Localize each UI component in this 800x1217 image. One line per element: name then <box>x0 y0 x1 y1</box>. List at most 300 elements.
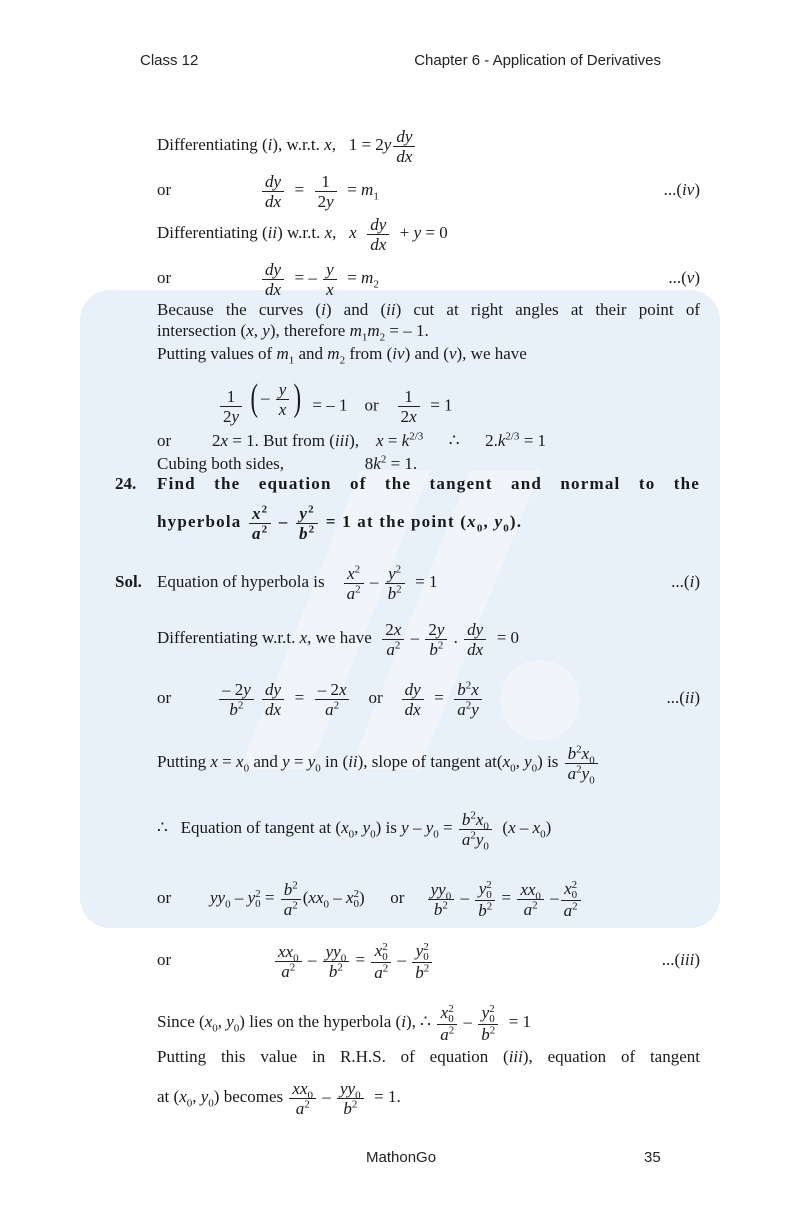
math-var: x <box>251 503 262 523</box>
subscript: 1 <box>361 331 368 344</box>
math-var: y <box>471 699 479 719</box>
math-var: y <box>243 679 251 699</box>
math-var: dy <box>265 259 282 279</box>
footer-brand: MathonGo <box>366 1149 437 1166</box>
subscript: 2 <box>339 354 346 367</box>
superscript: 2 <box>261 502 269 515</box>
math-var: a <box>461 829 471 849</box>
numerator <box>337 1079 364 1099</box>
denominator <box>275 962 302 981</box>
text: 2 <box>212 431 221 450</box>
math-var: a <box>283 899 293 919</box>
fraction <box>385 564 405 603</box>
subscript: 0 <box>489 1012 495 1025</box>
denominator <box>459 828 492 852</box>
math-var: ii <box>386 300 396 319</box>
math-var: y <box>200 1087 209 1106</box>
math-var: x <box>374 940 383 960</box>
math-var: x <box>581 743 590 763</box>
subscript: 2 <box>373 278 379 291</box>
text: = – 1. <box>385 321 429 340</box>
text: ) <box>545 818 552 837</box>
text: – <box>545 888 559 907</box>
math-var: x <box>508 818 516 837</box>
math-var: b <box>283 879 293 899</box>
superscript: 2 <box>292 898 298 911</box>
text: – <box>393 950 411 969</box>
text: ...( <box>666 688 685 707</box>
text: ...( <box>663 180 683 199</box>
fraction <box>344 564 364 603</box>
text: , <box>253 321 263 340</box>
sub-superscript <box>382 942 388 962</box>
text: in ( <box>320 752 349 771</box>
text: ) <box>694 572 700 591</box>
math-var: k <box>497 431 506 450</box>
math-var: ii <box>267 223 278 242</box>
math-var: y <box>475 829 484 849</box>
numerator <box>393 127 415 147</box>
text: = <box>289 752 308 771</box>
subscript: 0 <box>315 762 321 775</box>
text: Putting values of <box>157 344 277 363</box>
numerator <box>385 564 405 584</box>
denominator <box>428 900 455 919</box>
text-line <box>157 1077 700 1117</box>
superscript: 2 <box>465 678 472 691</box>
superscript: 2 <box>380 453 387 466</box>
fraction <box>412 941 432 982</box>
text-line <box>157 678 700 718</box>
subscript: 0 <box>445 889 452 902</box>
denominator <box>281 900 301 919</box>
text: = <box>338 268 362 287</box>
subscript: 0 <box>370 828 376 841</box>
math-var: a <box>523 899 533 919</box>
sub-superscript <box>423 942 429 962</box>
subscript: 0 <box>589 753 595 766</box>
fraction <box>565 742 598 786</box>
text: Differentiating ( <box>157 223 268 242</box>
math-var: y <box>231 406 240 426</box>
fraction <box>402 680 424 719</box>
numerator <box>220 387 242 407</box>
fraction <box>323 942 350 981</box>
superscript: 2 <box>442 898 448 911</box>
math-var: a <box>325 699 334 719</box>
denominator <box>464 640 486 659</box>
math-var: b <box>343 1098 352 1118</box>
math-var: y <box>282 752 290 771</box>
subscript: 0 <box>483 819 489 832</box>
subscript: 0 <box>186 1097 193 1110</box>
math-var: dy <box>265 171 282 191</box>
text: Putting this value in R.H.S. of equation ( <box>157 1047 509 1066</box>
subscript: 1 <box>288 354 295 367</box>
denominator <box>262 192 284 211</box>
numerator <box>315 172 337 192</box>
fraction <box>517 880 544 919</box>
superscript: 2/3 <box>409 430 424 443</box>
math-var: b <box>481 1024 490 1044</box>
math-var: dy <box>467 619 484 639</box>
math-var: ii <box>348 752 358 771</box>
subscript: 0 <box>535 889 541 902</box>
fraction <box>454 680 482 719</box>
math-var: i <box>689 572 695 591</box>
text: ) <box>694 180 700 199</box>
math-var: y <box>581 763 590 783</box>
numerator <box>478 1003 498 1025</box>
text: = 1 at the point ( <box>320 512 468 531</box>
subscript: 0 <box>503 522 510 535</box>
text: ), <box>349 431 376 450</box>
text: ) <box>694 268 700 287</box>
math-var: y <box>326 259 334 279</box>
numerator <box>289 1079 316 1099</box>
numerator <box>315 680 350 700</box>
numerator <box>275 942 302 962</box>
fraction <box>367 215 389 254</box>
math-var: x <box>376 431 384 450</box>
fraction <box>281 880 301 919</box>
text: = 0 <box>421 223 448 242</box>
math-var: xx <box>278 941 294 961</box>
fraction <box>459 808 492 852</box>
fraction <box>475 879 495 920</box>
line-lead: or <box>157 688 172 707</box>
text: – <box>456 888 474 907</box>
denominator <box>289 1099 316 1118</box>
math-var: xx <box>292 1078 308 1098</box>
subscript: 2 <box>379 331 386 344</box>
text: ), equation of tangent <box>522 1047 701 1066</box>
math-var: m <box>367 321 380 340</box>
sub-superscript <box>572 880 578 900</box>
text: = 1. But from ( <box>228 431 335 450</box>
text: = <box>286 688 313 707</box>
math-var: y <box>401 818 409 837</box>
denominator <box>561 901 581 920</box>
text: = <box>286 180 313 199</box>
item-number: 24. <box>115 474 137 493</box>
text: = <box>497 888 516 907</box>
subscript: 1 <box>373 190 379 203</box>
math-var: y <box>481 1002 490 1022</box>
text: = <box>217 752 237 771</box>
math-var: ii <box>684 688 695 707</box>
text: – <box>515 818 533 837</box>
math-var: y <box>247 888 256 907</box>
fraction <box>275 942 302 981</box>
math-var: dx <box>265 191 282 211</box>
math-var: x <box>220 431 229 450</box>
subscript: 0 <box>353 898 360 911</box>
text: – <box>365 572 383 591</box>
line-lead: or <box>157 950 172 969</box>
math-var: a <box>440 1024 449 1044</box>
superscript: 2 <box>470 808 476 821</box>
numerator <box>262 172 284 192</box>
sub-superscript <box>486 880 492 900</box>
equation-tag <box>666 678 700 718</box>
fraction <box>262 172 284 211</box>
text: and <box>294 344 328 363</box>
fraction <box>249 504 271 543</box>
numerator <box>323 942 350 962</box>
line-lead: or <box>157 268 172 287</box>
text: ) becomes <box>213 1087 288 1106</box>
math-var: b <box>415 962 424 982</box>
fraction <box>428 880 455 919</box>
subscript: 0 <box>323 898 329 911</box>
math-var: x <box>564 878 572 898</box>
text-line <box>157 878 700 918</box>
text-line <box>157 213 700 253</box>
equation-tag <box>671 562 700 602</box>
parenthesized <box>248 378 304 419</box>
math-var: y <box>299 503 309 523</box>
superscript: 2 <box>465 698 472 711</box>
math-var: b <box>567 743 577 763</box>
numerator <box>371 941 391 963</box>
denominator <box>315 192 337 211</box>
text: ∴ Equation of tangent at ( <box>157 818 342 837</box>
text: – <box>408 818 426 837</box>
numerator <box>281 880 301 900</box>
fraction <box>425 620 447 659</box>
math-var: b <box>433 899 443 919</box>
text-line <box>157 502 700 542</box>
fraction <box>561 879 581 920</box>
superscript: 2 <box>333 698 340 711</box>
text: = <box>351 950 370 969</box>
math-var: xx <box>520 879 536 899</box>
subscript: 0 <box>255 898 261 911</box>
text: 2 <box>317 191 327 211</box>
math-var: x <box>179 1087 187 1106</box>
text: – <box>318 1087 336 1106</box>
fraction <box>219 680 254 719</box>
text: ...( <box>661 950 681 969</box>
text: = 0 <box>488 628 520 647</box>
denominator <box>344 584 364 603</box>
math-var: y <box>383 135 392 154</box>
math-var: x <box>210 752 218 771</box>
text: ( <box>302 888 309 907</box>
text: + <box>391 223 414 242</box>
superscript: 2 <box>394 638 401 651</box>
text: 2 <box>223 406 232 426</box>
superscript: 2 <box>437 638 444 651</box>
right-paren: ) <box>293 377 302 420</box>
text: ), we have <box>456 344 527 363</box>
text: at ( <box>157 1087 180 1106</box>
numerator <box>249 504 271 524</box>
numerator <box>219 680 254 700</box>
text-line <box>157 808 700 852</box>
text: = <box>260 888 279 907</box>
math-var: x <box>471 679 479 699</box>
text: 1 <box>226 386 236 406</box>
text: , <box>515 752 525 771</box>
math-var: y <box>307 752 316 771</box>
text: ), w.r.t. <box>272 135 325 154</box>
denominator <box>393 147 415 166</box>
text-line <box>115 562 700 603</box>
superscript: 2 <box>261 522 269 535</box>
denominator <box>219 700 254 719</box>
text: Equation of hyperbola is <box>157 572 342 591</box>
page-number: 35 <box>644 1149 661 1166</box>
superscript: 2 <box>486 878 492 891</box>
text: or <box>351 688 400 707</box>
numerator <box>276 380 290 400</box>
text: intersection ( <box>157 321 247 340</box>
text: ∴ 2. <box>423 431 498 450</box>
sub-superscript <box>489 1004 495 1024</box>
paren-content <box>261 378 291 419</box>
text: , <box>192 1087 201 1106</box>
subscript: 0 <box>382 950 388 963</box>
text: Differentiating ( <box>157 135 268 154</box>
math-var: y <box>478 878 487 898</box>
text: ) is <box>537 752 563 771</box>
subscript: 0 <box>510 762 516 775</box>
denominator <box>382 640 404 659</box>
math-var: k <box>373 454 381 473</box>
fraction <box>315 680 350 719</box>
numerator <box>428 880 455 900</box>
math-var: m <box>327 344 340 363</box>
superscript: 2 <box>308 522 316 535</box>
text: 2 <box>400 406 410 426</box>
text: hyperbola <box>157 512 247 531</box>
superscript: 2 <box>423 940 429 953</box>
text: = 1. <box>386 454 418 473</box>
math-var: y <box>388 563 396 583</box>
subscript: 0 <box>531 762 538 775</box>
denominator <box>454 700 482 719</box>
text-line <box>115 464 700 504</box>
subscript: 0 <box>589 773 595 786</box>
math-var: b <box>429 639 438 659</box>
superscript: 2 <box>304 1097 310 1110</box>
math-var: x <box>502 752 511 771</box>
superscript: 2 <box>486 899 493 912</box>
superscript: 2 <box>382 961 389 974</box>
text-line <box>157 940 700 980</box>
math-var: iv <box>392 344 405 363</box>
text: , 1 = 2 <box>331 135 384 154</box>
numerator <box>517 880 544 900</box>
fraction <box>393 127 415 166</box>
numerator <box>398 387 420 407</box>
text: , <box>483 512 495 531</box>
numerator <box>464 620 486 640</box>
text: = 1. <box>365 1087 401 1106</box>
math-var: x <box>467 512 477 531</box>
numerator <box>262 680 284 700</box>
math-var: b <box>461 809 471 829</box>
text: ( <box>493 818 509 837</box>
text <box>256 688 260 707</box>
text: = <box>425 688 453 707</box>
numerator <box>454 680 482 700</box>
denominator <box>296 524 318 543</box>
superscript: 2 <box>354 562 361 575</box>
math-var: iii <box>508 1047 523 1066</box>
superscript: 2 <box>448 1002 454 1015</box>
text: – <box>273 512 294 531</box>
math-var: x <box>278 399 287 419</box>
math-var: a <box>346 583 356 603</box>
text-line <box>157 170 700 210</box>
text: 2 <box>428 619 437 639</box>
text: ) <box>694 688 700 707</box>
superscript: 2 <box>489 1002 495 1015</box>
math-var: xx <box>308 888 324 907</box>
text: ) <box>694 950 700 969</box>
subscript: 0 <box>233 1022 240 1035</box>
math-var: dy <box>265 679 282 699</box>
text: 1 <box>404 386 413 406</box>
math-var: x <box>324 135 332 154</box>
math-var: b <box>478 900 487 920</box>
math-var: x <box>346 888 354 907</box>
numerator <box>561 879 581 901</box>
text: , we have <box>307 628 381 647</box>
superscript: 2 <box>308 502 315 515</box>
fraction <box>296 504 318 543</box>
text-line <box>157 125 700 165</box>
math-var: b <box>298 523 309 543</box>
text: – <box>459 1012 477 1031</box>
math-var: b <box>457 679 466 699</box>
text: ) and ( <box>404 344 449 363</box>
subscript: 0 <box>483 839 489 852</box>
subscript: 0 <box>340 951 347 964</box>
subscript: 0 <box>448 1012 454 1025</box>
denominator <box>565 762 598 786</box>
text: = 1 <box>421 395 453 415</box>
text-line <box>157 742 700 786</box>
text: = 1 <box>406 572 438 591</box>
denominator <box>249 524 271 543</box>
numerator <box>323 260 337 280</box>
math-var: m <box>276 344 289 363</box>
fraction <box>289 1079 316 1118</box>
denominator <box>412 963 432 982</box>
equation-tag <box>664 170 700 210</box>
sub-superscript <box>448 1004 454 1024</box>
text: – <box>260 388 274 407</box>
math-var: a <box>563 900 573 920</box>
math-var: x <box>324 223 333 242</box>
text: = – 1 or <box>303 395 396 415</box>
numerator <box>382 620 404 640</box>
numerator <box>367 215 389 235</box>
math-var: m <box>361 180 374 199</box>
math-var: x <box>299 628 308 647</box>
numerator <box>459 810 492 830</box>
text: – 2 <box>317 679 339 699</box>
fraction <box>315 172 337 211</box>
text-line <box>157 1037 700 1077</box>
denominator <box>475 901 495 920</box>
math-var: dx <box>265 699 282 719</box>
denominator <box>385 584 405 603</box>
